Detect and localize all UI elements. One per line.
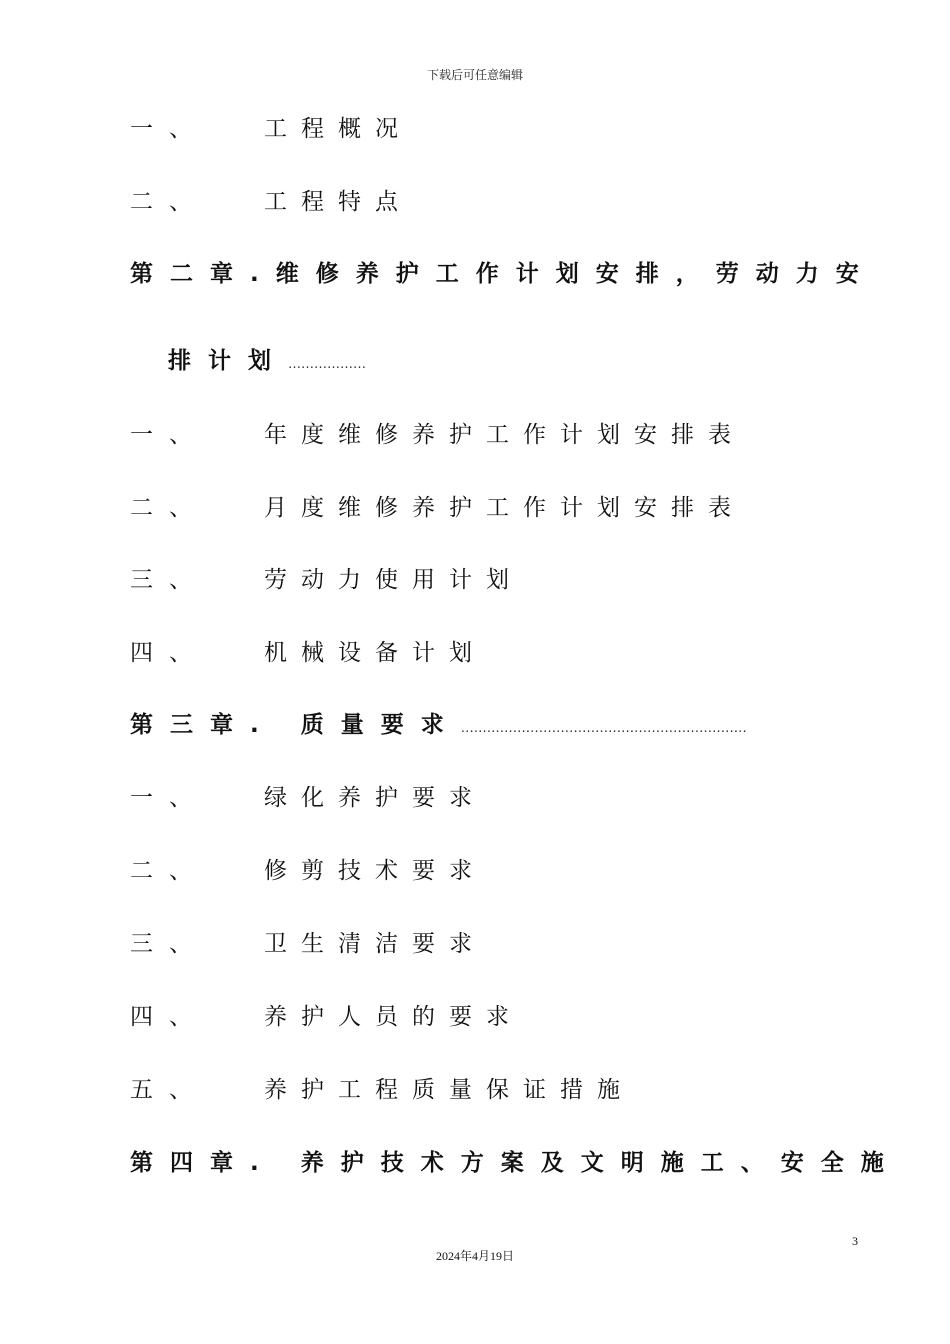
toc-item-text: 月度维修养护工作计划安排表	[264, 495, 745, 521]
toc-item-text: 养护人员的要求	[264, 1004, 523, 1030]
page-header: 下载后可任意编辑	[426, 68, 523, 82]
toc-item-text: 绿化养护要求	[264, 785, 486, 811]
toc-item-number: 二、	[130, 495, 208, 521]
toc-item-number: 二、	[130, 858, 208, 884]
toc-item-text: 养护工程质量保证措施	[264, 1077, 634, 1103]
chapter-heading	[130, 714, 747, 737]
toc-item	[130, 1079, 634, 1102]
page-number: 3	[852, 1234, 858, 1248]
toc-item	[130, 1006, 523, 1029]
toc-item-text: 年度维修养护工作计划安排表	[264, 422, 745, 448]
chapter-title: 第四章. 养护技术方案及文明施工、安全施	[130, 1150, 901, 1176]
footer-date: 2024年4月19日	[435, 1249, 514, 1263]
toc-item	[130, 860, 486, 883]
chapter-heading	[130, 263, 876, 286]
toc-item	[130, 933, 486, 956]
toc-item-number: 一、	[130, 422, 208, 448]
toc-item	[130, 191, 412, 214]
toc-leader-dots: ………………	[288, 357, 366, 372]
toc-item	[130, 569, 523, 592]
toc-item-number: 四、	[130, 1004, 208, 1030]
toc-item-text: 工程特点	[264, 189, 412, 215]
toc-item	[130, 497, 745, 520]
toc-item-number: 一、	[130, 116, 208, 142]
toc-item-number: 一、	[130, 785, 208, 811]
chapter-heading-continued	[168, 350, 366, 373]
toc-item-text: 修剪技术要求	[264, 858, 486, 884]
chapter-title-continued: 排计划	[168, 348, 288, 374]
toc-item	[130, 787, 486, 810]
toc-leader-dots: …………………………………………………………	[460, 721, 747, 736]
toc-item-number: 五、	[130, 1077, 208, 1103]
toc-item	[130, 642, 486, 665]
toc-item-number: 三、	[130, 567, 208, 593]
toc-item-text: 工程概况	[264, 116, 412, 142]
toc-item-number: 四、	[130, 640, 208, 666]
chapter-heading	[130, 1152, 901, 1175]
toc-item	[130, 424, 745, 447]
chapter-title: 第三章. 质量要求	[130, 712, 461, 738]
toc-item-number: 三、	[130, 931, 208, 957]
toc-item-number: 二、	[130, 189, 208, 215]
toc-item-text: 卫生清洁要求	[264, 931, 486, 957]
toc-item	[130, 118, 412, 141]
chapter-title: 第二章.维修养护工作计划安排，劳动力安	[130, 261, 876, 287]
toc-item-text: 劳动力使用计划	[264, 567, 523, 593]
toc-item-text: 机械设备计划	[264, 640, 486, 666]
